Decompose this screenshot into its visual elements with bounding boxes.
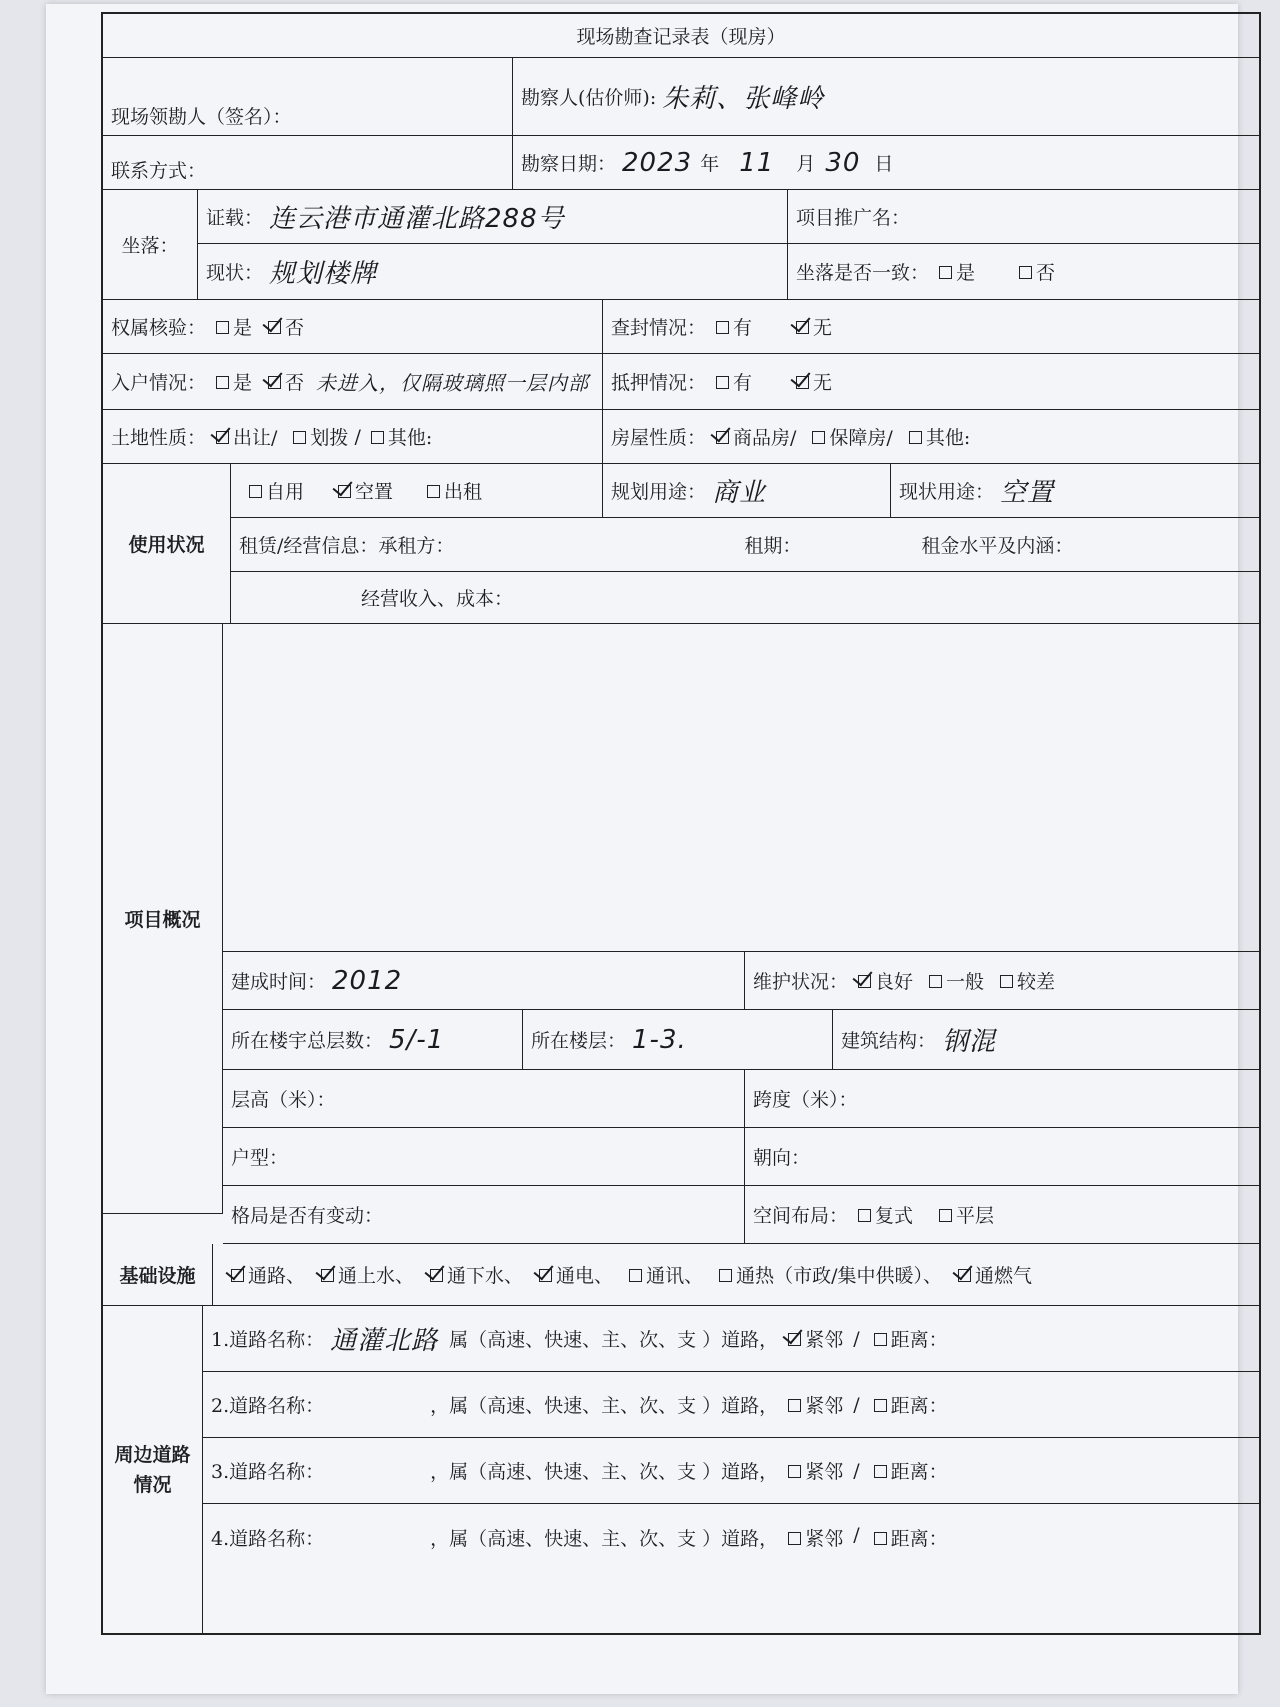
current-label: 现状用途： <box>899 481 995 503</box>
location-label: 坐落： <box>121 235 179 257</box>
entry-cell <box>103 354 603 410</box>
checkbox-icon <box>1000 975 1013 988</box>
ownership-no-option[interactable] <box>258 313 304 340</box>
checkbox-icon <box>216 321 229 334</box>
type-label: 户型： <box>231 1147 289 1169</box>
ownership-label: 权属核验： <box>111 317 207 339</box>
infra-power-text: 通电、 <box>556 1265 614 1287</box>
layout-change-cell[interactable] <box>223 1186 745 1244</box>
mortgage-have-text: 有 <box>733 372 753 394</box>
struct-label: 建筑结构： <box>841 1030 937 1052</box>
checked-checkbox-icon <box>231 1269 244 1282</box>
project-notes-area[interactable] <box>223 624 1259 952</box>
current-address-cell[interactable] <box>198 244 788 300</box>
span-label: 跨度（米）： <box>753 1089 858 1111</box>
infra-options-cell <box>213 1244 1259 1306</box>
consistent-yes-text: 是 <box>956 262 976 284</box>
checked-checkbox-icon <box>858 975 871 988</box>
built-label: 建成时间： <box>231 971 327 993</box>
road-row <box>203 1438 1259 1504</box>
date-month: 11 <box>739 147 775 178</box>
usage-self-text: 自用 <box>266 481 305 503</box>
house-other-text: 其他: <box>925 427 971 449</box>
usage-rent-option[interactable] <box>417 477 482 504</box>
term-label: 租期： <box>744 535 802 557</box>
road-name-label: 3.道路名称： <box>211 1461 325 1483</box>
infra-telecom-option[interactable] <box>619 1261 703 1288</box>
struct-value: 钢混 <box>942 1027 997 1057</box>
checkbox-icon <box>874 1465 887 1478</box>
infra-drainage-option[interactable] <box>420 1261 523 1288</box>
plan-value: 商业 <box>712 478 767 508</box>
road-class-text: ，属（高速、快速、主、次、支 ）道路， <box>430 1528 779 1550</box>
infra-label-cell <box>103 1244 213 1306</box>
form-title <box>103 14 1259 58</box>
unit-type-cell[interactable] <box>223 1128 745 1186</box>
checkbox-icon <box>716 376 729 389</box>
road-distance-option[interactable] <box>864 1325 948 1352</box>
checked-checkbox-icon <box>788 1333 801 1346</box>
ownership-yes-text: 是 <box>233 317 253 339</box>
ownership-cell <box>103 300 603 354</box>
entry-note: 未进入，仅隔玻璃照一层内部 <box>316 371 590 395</box>
house-nature-cell <box>603 410 1259 464</box>
entry-label: 入户情况： <box>111 372 207 394</box>
seal-have-option[interactable] <box>706 313 752 340</box>
infra-heating-option[interactable] <box>709 1261 942 1288</box>
location-label-cell <box>103 190 198 300</box>
road-adjacent-option[interactable] <box>778 1457 843 1484</box>
surveyor-label: 勘察人(估价师): <box>521 87 657 109</box>
road-adjacent-text: 紧邻 <box>805 1329 844 1351</box>
usage-self-option[interactable] <box>239 477 304 504</box>
road-distance-text: 距离： <box>890 1395 948 1417</box>
consistent-no-text: 否 <box>1036 262 1056 284</box>
checkbox-icon <box>249 485 262 498</box>
floor-value: 1-3. <box>632 1024 687 1055</box>
road-adjacent-option[interactable] <box>778 1524 843 1551</box>
mortgage-none-text: 无 <box>813 372 833 394</box>
road-separator: / <box>853 1393 860 1416</box>
date-label: 勘察日期： <box>521 153 617 175</box>
space-duplex-option[interactable] <box>848 1201 913 1228</box>
maint-label: 维护状况： <box>753 971 849 993</box>
promo-label: 项目推广名： <box>796 207 911 229</box>
infra-gas-option[interactable] <box>948 1261 1032 1288</box>
road-row <box>203 1372 1259 1438</box>
road-distance-text: 距离： <box>890 1528 948 1550</box>
cert-value: 连云港市通灌北路288号 <box>269 204 565 234</box>
ownership-no-text: 否 <box>285 317 305 339</box>
checkbox-icon <box>788 1465 801 1478</box>
checkbox-icon <box>858 1209 871 1222</box>
consistent-yes-option[interactable] <box>929 258 975 285</box>
mortgage-have-option[interactable] <box>706 368 752 395</box>
road-adjacent-option[interactable] <box>778 1325 843 1352</box>
orient-label: 朝向： <box>753 1147 811 1169</box>
entry-yes-option[interactable] <box>206 368 252 395</box>
checkbox-icon <box>874 1333 887 1346</box>
height-label: 层高（米）： <box>231 1089 336 1111</box>
status-value: 规划楼牌 <box>269 259 378 289</box>
plan-label: 规划用途： <box>611 481 707 503</box>
mortgage-none-option[interactable] <box>786 368 832 395</box>
space-flat-text: 平层 <box>956 1205 995 1227</box>
infra-drainage-text: 通下水、 <box>447 1265 524 1287</box>
infra-gas-text: 通燃气 <box>974 1265 1032 1287</box>
orientation-cell[interactable] <box>745 1128 1259 1186</box>
structure-cell[interactable] <box>833 1010 1259 1070</box>
checkbox-icon <box>427 485 440 498</box>
checkbox-icon <box>812 431 825 444</box>
checkbox-icon <box>874 1399 887 1412</box>
contact-cell[interactable] <box>103 136 513 190</box>
road-name-label: 2.道路名称： <box>211 1395 325 1417</box>
house-other-option[interactable] <box>899 423 970 450</box>
total-floors-cell[interactable] <box>223 1010 523 1070</box>
checkbox-icon <box>719 1269 732 1282</box>
road-row <box>203 1504 1259 1633</box>
consistent-cell <box>788 244 1259 300</box>
road-class-text: ，属（高速、快速、主、次、支 ）道路， <box>430 1329 779 1351</box>
seal-none-text: 无 <box>813 317 833 339</box>
house-label: 房屋性质： <box>611 427 707 449</box>
house-commercial-option[interactable] <box>706 423 796 450</box>
land-other-option[interactable] <box>361 423 432 450</box>
floor-cell[interactable] <box>523 1010 833 1070</box>
checked-checkbox-icon <box>338 485 351 498</box>
road-row <box>203 1306 1259 1372</box>
infra-road-option[interactable] <box>221 1261 305 1288</box>
usage-vacant-text: 空置 <box>355 481 394 503</box>
survey-form <box>101 12 1261 1635</box>
income-cost-cell[interactable] <box>231 572 1259 624</box>
income-label: 经营收入、成本： <box>361 588 514 610</box>
space-flat-option[interactable] <box>929 1201 994 1228</box>
road-name-label: 4.道路名称： <box>211 1528 325 1550</box>
road-separator: / <box>853 1459 860 1482</box>
space-duplex-text: 复式 <box>875 1205 914 1227</box>
paper-sheet <box>46 4 1238 1694</box>
infra-telecom-text: 通讯、 <box>646 1265 704 1287</box>
checked-checkbox-icon <box>268 376 281 389</box>
seal-have-text: 有 <box>733 317 753 339</box>
checkbox-icon <box>371 431 384 444</box>
usage-options-cell <box>231 464 603 518</box>
mortgage-cell <box>603 354 1259 410</box>
maintenance-cell <box>745 952 1259 1010</box>
maint-poor-option[interactable] <box>990 967 1055 994</box>
roads-label-cell <box>103 1306 203 1633</box>
consistent-no-option[interactable] <box>1009 258 1055 285</box>
checked-checkbox-icon <box>958 1269 971 1282</box>
infra-power-option[interactable] <box>529 1261 613 1288</box>
cert-address-cell[interactable] <box>198 190 788 244</box>
checkbox-icon <box>939 1209 952 1222</box>
infra-road-text: 通路、 <box>248 1265 306 1287</box>
road-separator: / <box>853 1327 860 1350</box>
space-layout-cell <box>745 1186 1259 1244</box>
checkbox-icon <box>629 1269 642 1282</box>
promo-name-cell[interactable] <box>788 190 1259 244</box>
surveyor-value: 朱莉、张峰岭 <box>662 84 825 114</box>
land-nature-cell <box>103 410 603 464</box>
infra-heating-text: 通热（市政/集中供暖）、 <box>736 1265 942 1287</box>
road-adjacent-text: 紧邻 <box>805 1461 844 1483</box>
checked-checkbox-icon <box>321 1269 334 1282</box>
current-use-cell[interactable] <box>891 464 1259 518</box>
entry-no-text: 否 <box>285 372 305 394</box>
status-label: 现状： <box>206 262 264 284</box>
checkbox-icon <box>216 376 229 389</box>
road-name-value[interactable]: 通灌北路 <box>330 1326 439 1356</box>
form-title-text: 现场勘查记录表（现房） <box>576 26 786 48</box>
infra-water-supply-option[interactable] <box>311 1261 414 1288</box>
seal-cell <box>603 300 1259 354</box>
checkbox-icon <box>716 321 729 334</box>
span-cell[interactable] <box>745 1070 1259 1128</box>
built-value: 2012 <box>332 965 403 996</box>
land-label: 土地性质： <box>111 427 207 449</box>
road-separator: / <box>853 1524 860 1546</box>
road-distance-text: 距离： <box>890 1461 948 1483</box>
cert-label: 证载： <box>206 207 264 229</box>
guide-signature-cell[interactable] <box>103 58 513 136</box>
entry-yes-text: 是 <box>233 372 253 394</box>
house-affordable-text: 保障房/ <box>829 427 893 449</box>
checkbox-icon <box>1019 266 1032 279</box>
built-year-cell[interactable] <box>223 952 745 1010</box>
land-allocate-text: 划拨 <box>310 427 349 449</box>
road-name-label: 1.道路名称： <box>211 1329 325 1351</box>
checkbox-icon <box>788 1532 801 1545</box>
checked-checkbox-icon <box>796 321 809 334</box>
checkbox-icon <box>909 431 922 444</box>
house-commercial-text: 商品房/ <box>733 427 797 449</box>
maint-good-option[interactable] <box>848 967 913 994</box>
floors-label: 所在楼宇总层数： <box>231 1030 384 1052</box>
month-unit: 月 <box>796 153 816 175</box>
maint-avg-option[interactable] <box>919 967 984 994</box>
seal-label: 查封情况： <box>611 317 707 339</box>
checked-checkbox-icon <box>430 1269 443 1282</box>
surveyor-cell[interactable] <box>513 58 1259 136</box>
road-adjacent-text: 紧邻 <box>805 1395 844 1417</box>
road-adjacent-text: 紧邻 <box>805 1528 844 1550</box>
land-transfer-text: 出让/ <box>233 427 278 449</box>
infra-water-supply-text: 通上水、 <box>338 1265 415 1287</box>
floors-value: 5/-1 <box>389 1024 445 1055</box>
rent-label: 租金水平及内涵： <box>921 535 1074 557</box>
mortgage-label: 抵押情况： <box>611 372 707 394</box>
day-unit: 日 <box>874 153 894 175</box>
consistent-label: 坐落是否一致： <box>796 262 930 284</box>
road-class-text: ，属（高速、快速、主、次、支 ）道路， <box>430 1395 779 1417</box>
checkbox-icon <box>788 1399 801 1412</box>
ownership-yes-option[interactable] <box>206 313 252 340</box>
contact-label: 联系方式： <box>111 160 207 182</box>
infra-label: 基础设施 <box>119 1265 196 1287</box>
date-cell[interactable] <box>513 136 1259 190</box>
checkbox-icon <box>939 266 952 279</box>
road-class-text: ，属（高速、快速、主、次、支 ）道路， <box>430 1461 779 1483</box>
change-label: 格局是否有变动： <box>231 1205 384 1227</box>
checkbox-icon <box>929 975 942 988</box>
land-separator: / <box>354 425 361 448</box>
lease-label: 租赁/经营信息：承租方： <box>239 535 455 557</box>
entry-no-option[interactable] <box>258 368 304 395</box>
house-affordable-option[interactable] <box>802 423 892 450</box>
maint-good-text: 良好 <box>875 971 914 993</box>
usage-label: 使用状况 <box>128 534 205 556</box>
usage-vacant-option[interactable] <box>328 477 393 504</box>
date-year: 2023 <box>622 147 693 178</box>
checkbox-icon <box>293 431 306 444</box>
checked-checkbox-icon <box>268 321 281 334</box>
maint-avg-text: 一般 <box>946 971 985 993</box>
floor-label: 所在楼层： <box>531 1030 627 1052</box>
usage-rent-text: 出租 <box>444 481 483 503</box>
planned-use-cell[interactable] <box>603 464 891 518</box>
project-label-cell <box>103 624 223 1214</box>
checked-checkbox-icon <box>539 1269 552 1282</box>
date-day: 30 <box>825 147 861 178</box>
land-other-text: 其他: <box>387 427 433 449</box>
current-value: 空置 <box>1000 478 1055 508</box>
project-label: 项目概况 <box>124 909 201 931</box>
space-label: 空间布局： <box>753 1205 849 1227</box>
lease-info-cell[interactable] <box>231 518 1259 572</box>
guide-label: 现场领勘人（签名）： <box>111 106 292 128</box>
checked-checkbox-icon <box>716 431 729 444</box>
floor-height-cell[interactable] <box>223 1070 745 1128</box>
road-distance-option[interactable] <box>864 1391 948 1418</box>
land-transfer-option[interactable] <box>206 423 277 450</box>
seal-none-option[interactable] <box>786 313 832 340</box>
checked-checkbox-icon <box>216 431 229 444</box>
checkbox-icon <box>874 1532 887 1545</box>
year-unit: 年 <box>700 153 720 175</box>
road-distance-option[interactable] <box>864 1524 948 1551</box>
usage-label-cell <box>103 464 231 624</box>
roads-label-line2: 情况 <box>133 1473 172 1496</box>
checked-checkbox-icon <box>796 376 809 389</box>
roads-label-line1: 周边道路 <box>114 1443 191 1466</box>
land-allocate-option[interactable] <box>283 423 348 450</box>
road-adjacent-option[interactable] <box>778 1391 843 1418</box>
maint-poor-text: 较差 <box>1017 971 1056 993</box>
road-distance-option[interactable] <box>864 1457 948 1484</box>
road-distance-text: 距离： <box>890 1329 948 1351</box>
